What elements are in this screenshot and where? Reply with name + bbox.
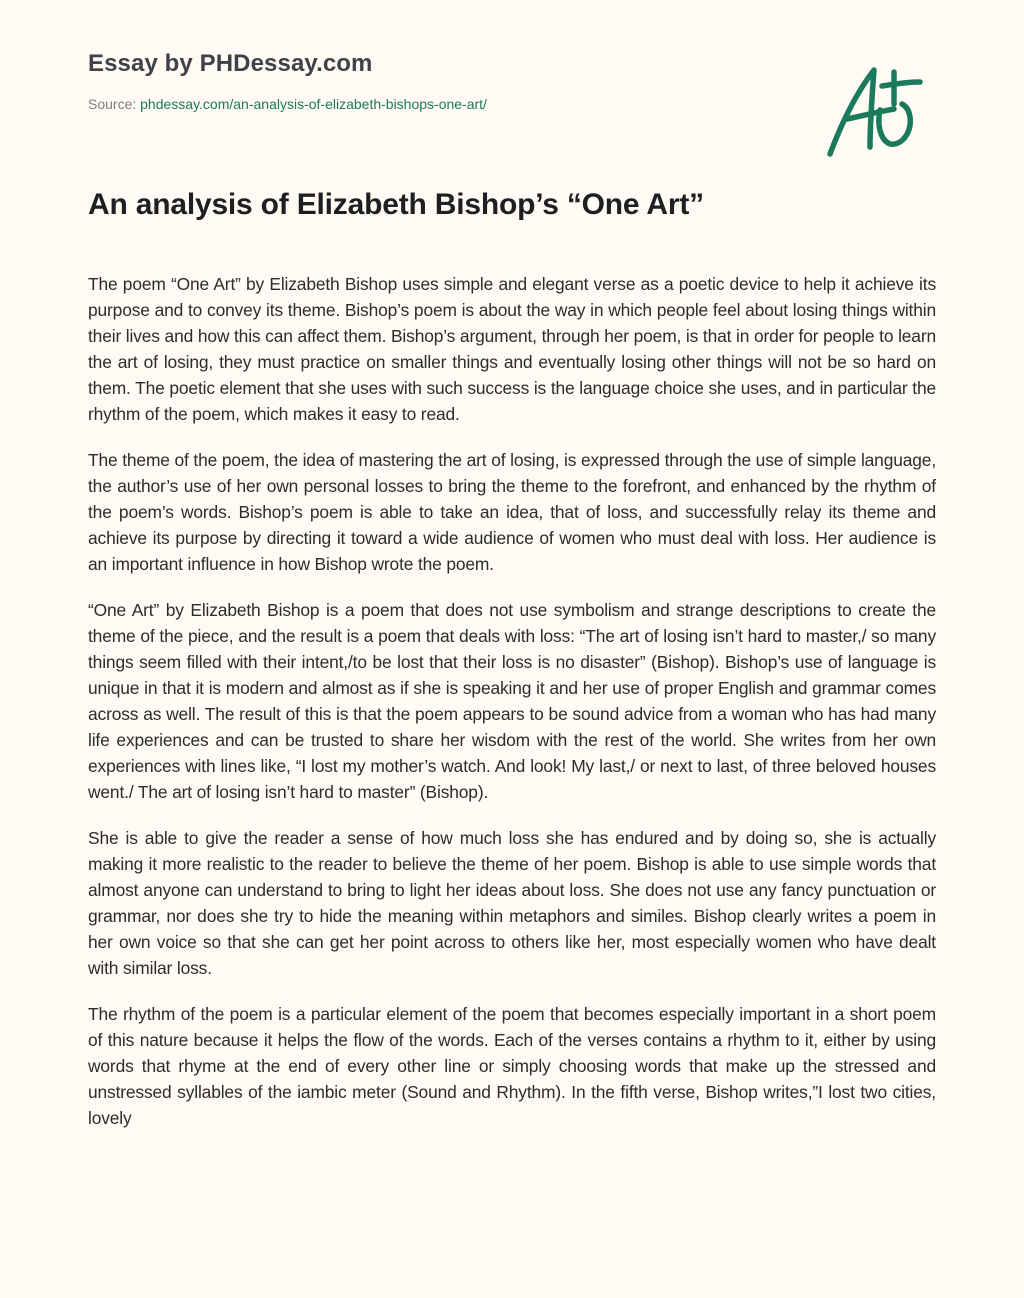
source-link[interactable]: phdessay.com/an-analysis-of-elizabeth-bishops-one-art/ [140,96,487,112]
source-line [88,96,487,112]
essay-paragraph: The poem “One Art” by Elizabeth Bishop uses simple and elegant verse as a poetic device to help it achieve its purpose and to convey its theme. Bishop’s poem is about the way in which people feel about losing things within their lives and how this can affect them. Bishop’s argument, through her poem, is that in order for people to learn the art of losing, they must practice on smaller things and eventually losing other things will not be so hard on them. The poetic element that she uses with such success is the language choice she uses, and in particular the rhythm of the poem, which makes it easy to read. [88,274,936,424]
essay-paragraph: The theme of the poem, the idea of mastering the art of losing, is expressed through the use of simple language, the author’s use of her own personal losses to bring the theme to the forefront, and enhanced by the rhythm of the poem’s words. Bishop’s poem is able to take an idea, that of loss, and successfully relay its theme and achieve its purpose by directing it toward a wide audience of women who must deal with loss. Her audience is an important influence in how Bishop wrote the poem. [88,450,936,574]
essay-title: An analysis of Elizabeth Bishop’s “One Art” [88,188,704,221]
a-plus-grade-icon [822,62,930,162]
essay-paragraph: “One Art” by Elizabeth Bishop is a poem that does not use symbolism and strange descriptions to create the theme of the piece, and the result is a poem that deals with loss: “The art of losing isn’t hard to master,/ so many things seem filled with their intent,/to be lost that their loss is no disaster” (Bishop). Bishop’s use of language is unique in that it is modern and almost as if she is speaking it and her use of proper English and grammar comes across as well. The result of this is that the poem appears to be sound advice from a woman who has had many life experiences and can be trusted to share her wisdom with the rest of the world. She writes from her own experiences with lines like, “I lost my mother’s watch. And look! My last,/ or next to last, of three beloved houses went./ The art of losing isn’t hard to master” (Bishop). [88,600,936,802]
site-title: Essay by PHDessay.com [88,50,373,77]
essay-paragraph: The rhythm of the poem is a particular element of the poem that becomes especially important in a short poem of this nature because it helps the flow of the words. Each of the verses contains a rhythm to it, either by using words that rhyme at the end of every other line or simply choosing words that make up the stressed and unstressed syllables of the iambic meter (Sound and Rhythm). In the fifth verse, Bishop writes,”I lost two cities, lovely [88,1004,936,1128]
page-header [88,50,487,112]
essay-body [88,271,936,1252]
essay-paragraph: She is able to give the reader a sense of how much loss she has endured and by doing so, she is actually making it more realistic to the reader to believe the theme of her poem. Bishop is able to use simple words that almost anyone can understand to bring to light her ideas about loss. She does not use any fancy punctuation or grammar, nor does she try to hide the meaning within metaphors and similes. Bishop clearly writes a poem in her own voice so that she can get her point across to others like her, most especially women who have dealt with similar loss. [88,828,936,978]
source-label: Source: [88,96,137,112]
